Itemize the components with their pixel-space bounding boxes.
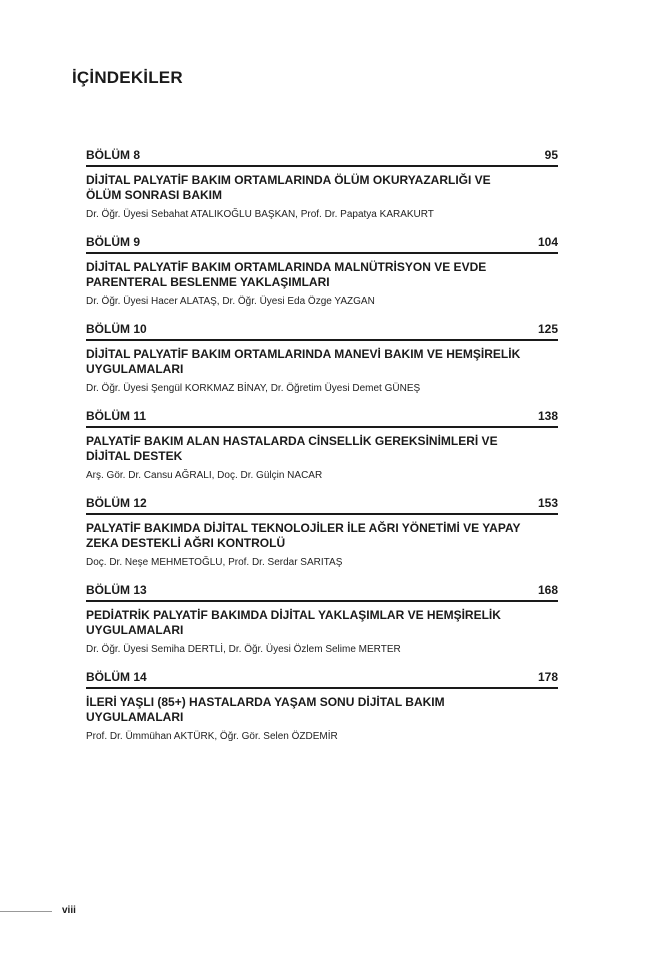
chapter-label: BÖLÜM 8 [86,148,140,162]
toc-entry [86,670,558,743]
chapter-label: BÖLÜM 13 [86,583,147,597]
footer-divider [0,911,52,912]
chapter-authors: Dr. Öğr. Üyesi Hacer ALATAŞ, Dr. Öğr. Üyesi Eda Özge YAZGAN [86,296,375,307]
toc-entry [86,235,558,308]
chapter-page-number: 178 [537,670,558,684]
chapter-authors: Prof. Dr. Ümmühan AKTÜRK, Öğr. Gör. Selen ÖZDEMİR [86,731,338,742]
chapter-authors: Dr. Öğr. Üyesi Şengül KORKMAZ BİNAY, Dr. Öğretim Üyesi Demet GÜNEŞ [86,383,421,394]
footer-page-number: viii [62,905,76,916]
chapter-title: DİJİTAL PALYATİF BAKIM ORTAMLARINDA MALNÜTRİSYON VE EVDE PARENTERAL BESLENME YAKLAŞIMLARI [86,260,487,289]
chapter-row[interactable] [86,583,558,602]
chapter-authors: Doç. Dr. Neşe MEHMETOĞLU, Prof. Dr. Serdar SARITAŞ [86,557,343,568]
page-title: İÇİNDEKİLER [72,68,183,87]
chapter-title: PALYATİF BAKIMDA DİJİTAL TEKNOLOJİLER İLE AĞRI YÖNETİMİ VE YAPAY ZEKA DESTEKLİ AĞRI KONTROLÜ [86,521,521,550]
chapter-page-number: 153 [537,496,558,510]
chapter-row[interactable] [86,235,558,254]
chapter-page-number: 138 [537,409,558,423]
toc-entry [86,583,558,656]
chapter-row[interactable] [86,148,558,167]
chapter-authors: Dr. Öğr. Üyesi Sebahat ATALIKOĞLU BAŞKAN, Prof. Dr. Papatya KARAKURT [86,209,434,220]
chapter-row[interactable] [86,670,558,689]
chapter-label: BÖLÜM 12 [86,496,147,510]
chapter-title: DİJİTAL PALYATİF BAKIM ORTAMLARINDA MANEVİ BAKIM VE HEMŞİRELİK UYGULAMALARI [86,347,521,376]
chapter-row[interactable] [86,496,558,515]
chapter-label: BÖLÜM 14 [86,670,147,684]
chapter-row[interactable] [86,322,558,341]
chapter-page-number: 125 [537,322,558,336]
chapter-title: PALYATİF BAKIM ALAN HASTALARDA CİNSELLİK GEREKSİNİMLERİ VE DİJİTAL DESTEK [86,434,498,463]
chapter-label: BÖLÜM 9 [86,235,140,249]
chapter-row[interactable] [86,409,558,428]
chapter-title: DİJİTAL PALYATİF BAKIM ORTAMLARINDA ÖLÜM OKURYAZARLIĞI VE ÖLÜM SONRASI BAKIM [86,173,491,202]
chapter-title: İLERİ YAŞLI (85+) HASTALARDA YAŞAM SONU DİJİTAL BAKIM UYGULAMALARI [86,695,445,724]
toc-entry [86,496,558,569]
chapter-title: PEDİATRİK PALYATİF BAKIMDA DİJİTAL YAKLAŞIMLAR VE HEMŞİRELİK UYGULAMALARI [86,608,501,637]
chapter-page-number: 168 [537,583,558,597]
toc-entry [86,148,558,221]
chapter-authors: Dr. Öğr. Üyesi Semiha DERTLİ, Dr. Öğr. Üyesi Özlem Selime MERTER [86,644,401,655]
chapter-label: BÖLÜM 11 [86,409,147,423]
toc-entry [86,409,558,482]
toc-entry [86,322,558,395]
chapter-authors: Arş. Gör. Dr. Cansu AĞRALI, Doç. Dr. Gülçin NACAR [86,470,323,481]
chapter-page-number: 104 [537,235,558,249]
chapter-page-number: 95 [544,148,558,162]
table-of-contents [86,148,558,757]
chapter-label: BÖLÜM 10 [86,322,147,336]
